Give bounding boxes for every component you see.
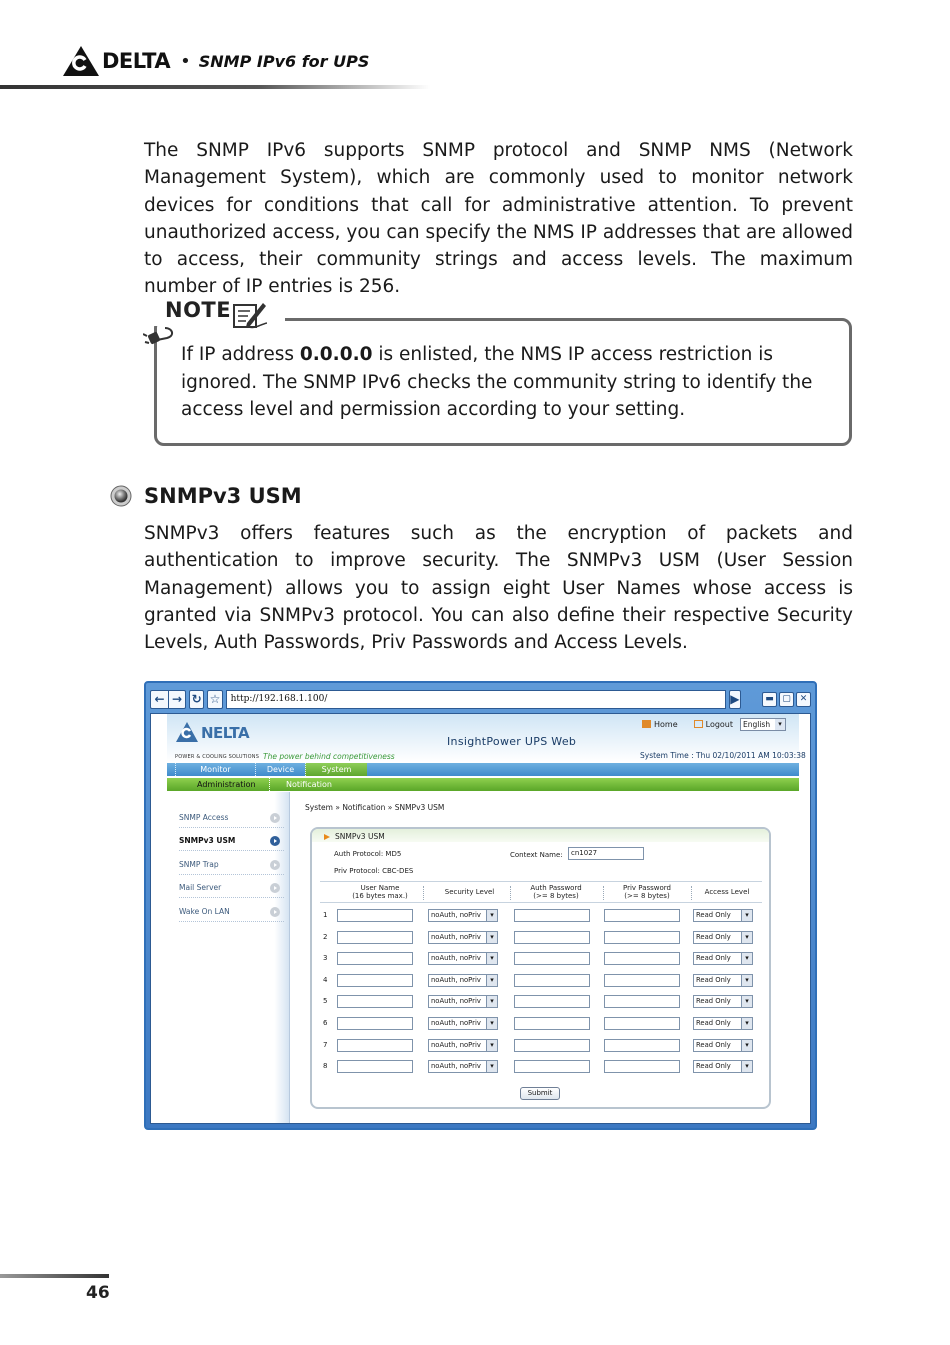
auth-password-input[interactable] — [514, 1017, 590, 1030]
system-time: System Time : Thu 02/10/2011 AM 10:03:38 — [640, 751, 806, 760]
col-priv-password: Priv Password (>= 8 bytes) — [623, 884, 671, 900]
url-bar[interactable]: http://192.168.1.100/ — [226, 690, 726, 709]
priv-password-input[interactable] — [604, 995, 680, 1008]
home-icon — [642, 720, 651, 728]
note-label: NOTE — [165, 298, 232, 322]
submenu-notification[interactable]: Notification — [286, 780, 332, 789]
intro-paragraph: The SNMP IPv6 supports SNMP protocol and SNMP NMS (Network Management System), which are commonly used to monitor network devices for conditions that call for administrative attention. To prevent unauthorized access, you can specify the NMS IP addresses that are allowed to access, their community strings and access levels. The maximum number of IP entries is 256. — [144, 140, 853, 298]
user-name-input[interactable] — [337, 909, 413, 922]
page-number: 46 — [86, 1283, 110, 1303]
col-auth-password: Auth Password (>= 8 bytes) — [530, 884, 582, 900]
star-icon[interactable]: ☆ — [207, 690, 222, 709]
auth-password-input[interactable] — [514, 952, 590, 965]
access-level-select[interactable]: Read Only ▾ — [693, 931, 753, 944]
nav-buttons — [150, 690, 186, 709]
chevron-right-icon — [270, 836, 280, 846]
menu-device[interactable]: Device — [255, 763, 305, 776]
chevron-right-icon — [270, 860, 280, 870]
row-number: 2 — [323, 932, 328, 941]
table-row — [320, 1039, 762, 1053]
footer-rule — [0, 1274, 109, 1278]
priv-password-input[interactable] — [604, 974, 680, 987]
security-level-select[interactable]: noAuth, noPriv ▾ — [428, 974, 498, 987]
plug-icon — [143, 322, 177, 352]
row-number: 6 — [323, 1019, 328, 1027]
row-number: 7 — [323, 1040, 328, 1049]
table-row — [320, 1017, 762, 1031]
header-separator: • — [180, 50, 191, 72]
priv-password-input[interactable] — [604, 909, 680, 922]
close-icon[interactable]: ✕ — [796, 692, 811, 707]
app-title: InsightPower UPS Web — [447, 735, 577, 748]
security-level-select[interactable]: noAuth, noPriv ▾ — [428, 995, 498, 1008]
priv-password-input[interactable] — [604, 952, 680, 965]
chevron-right-icon — [270, 813, 280, 823]
row-number: 1 — [323, 911, 328, 919]
minimize-icon[interactable]: ▬ — [762, 692, 777, 707]
priv-password-input[interactable] — [604, 931, 680, 944]
menu-system[interactable]: System — [305, 763, 367, 776]
delta-triangle-icon — [175, 721, 199, 743]
security-level-select[interactable]: noAuth, noPriv ▾ — [428, 931, 498, 944]
section-title: SNMPv3 USM — [144, 484, 302, 508]
row-number: 8 — [323, 1062, 328, 1071]
security-level-select[interactable]: noAuth, noPriv ▾ — [428, 909, 498, 922]
brand-name: DELTA — [102, 49, 171, 73]
table-row — [320, 909, 762, 923]
auth-password-input[interactable] — [514, 1039, 590, 1052]
user-name-input[interactable] — [337, 952, 413, 965]
user-name-input[interactable] — [337, 1017, 413, 1030]
page-header — [62, 44, 369, 78]
auth-protocol: Auth Protocol: MD5 — [334, 850, 402, 858]
security-level-select[interactable]: noAuth, noPriv ▾ — [428, 1039, 498, 1052]
main-menu — [167, 763, 799, 776]
section-bullet-icon — [110, 485, 132, 511]
logout-icon — [694, 720, 703, 728]
col-access-level: Access Level — [704, 888, 750, 896]
note-text: If IP address 0.0.0.0 is enlisted, the NMS IP access restriction is ignored. The SNMP IPv6 checks the community string to identify the access level and permission according to your setting. — [181, 344, 813, 420]
priv-protocol: Priv Protocol: CBC-DES — [334, 867, 414, 875]
header-rule — [0, 85, 430, 89]
app-logo-text: NELTA — [201, 724, 250, 742]
logout-link[interactable]: Logout — [694, 720, 733, 729]
access-level-select[interactable]: Read Only ▾ — [693, 995, 753, 1008]
table-row — [320, 995, 762, 1009]
app-tagline: The power behind competitiveness — [263, 752, 395, 761]
panel-title: SNMPv3 USM — [324, 832, 385, 841]
priv-password-input[interactable] — [604, 1060, 680, 1073]
notepad-pencil-icon — [233, 299, 267, 333]
priv-password-input[interactable] — [604, 1039, 680, 1052]
auth-password-input[interactable] — [514, 931, 590, 944]
security-level-select[interactable]: noAuth, noPriv ▾ — [428, 952, 498, 965]
access-level-select[interactable]: Read Only ▾ — [693, 909, 753, 922]
sidebar-item-wake-on-lan[interactable]: Wake On LAN — [179, 902, 284, 922]
security-level-select[interactable]: noAuth, noPriv ▾ — [428, 1060, 498, 1073]
auth-password-input[interactable] — [514, 974, 590, 987]
sub-menu — [167, 778, 799, 791]
col-user-name: User Name (16 bytes max.) — [352, 884, 408, 900]
row-number: 5 — [323, 997, 328, 1006]
browser-toolbar — [150, 687, 811, 711]
section-paragraph: SNMPv3 offers features such as the encryption of packets and authentication to improve security. The SNMPv3 USM (User Session Management) allows you to assign eight User Names whose access is granted via SNMPv3 protocol. You can also define their respective Security Levels, Auth Passwords, Priv Passwords and Access Levels. — [144, 523, 853, 654]
context-name-input[interactable]: cn1027 — [568, 847, 644, 860]
row-number: 4 — [323, 975, 328, 984]
table-row — [320, 974, 762, 988]
context-name-label: Context Name: — [510, 851, 563, 859]
user-name-input[interactable] — [337, 931, 413, 944]
table-row — [320, 952, 762, 966]
priv-password-input[interactable] — [604, 1017, 680, 1030]
header-subtitle: SNMP IPv6 for UPS — [198, 51, 370, 71]
submenu-administration[interactable]: Administration — [167, 778, 270, 791]
col-security-level: Security Level — [444, 888, 495, 896]
forward-arrow-icon[interactable]: → — [168, 691, 185, 708]
sidebar-item-snmp-access[interactable]: SNMP Access — [179, 808, 284, 828]
app-header — [167, 714, 806, 762]
access-level-select[interactable]: Read Only ▾ — [693, 1017, 753, 1030]
access-level-select[interactable]: Read Only ▾ — [693, 1060, 753, 1073]
sidebar — [167, 792, 290, 1123]
chevron-right-icon — [270, 883, 280, 893]
user-name-input[interactable] — [337, 995, 413, 1008]
go-arrow-icon[interactable]: ▶ — [729, 690, 741, 709]
snmpv3-usm-panel — [310, 827, 771, 1109]
browser-window — [144, 681, 817, 1130]
table-row — [320, 1060, 762, 1074]
menu-monitor[interactable]: Monitor — [175, 763, 255, 776]
access-level-select[interactable]: Read Only ▾ — [693, 1039, 753, 1052]
auth-password-input[interactable] — [514, 995, 590, 1008]
delta-logo-icon — [62, 45, 100, 77]
app-logo-subtext: POWER & COOLING SOLUTIONS — [175, 754, 260, 760]
sidebar-item-mail-server[interactable]: Mail Server — [179, 878, 284, 898]
chevron-right-icon — [270, 907, 280, 917]
maximize-icon[interactable]: ▢ — [779, 692, 794, 707]
app-logo — [175, 721, 395, 761]
security-level-select[interactable]: noAuth, noPriv ▾ — [428, 1017, 498, 1030]
sidebar-item-snmp-trap[interactable]: SNMP Trap — [179, 855, 284, 875]
table-row — [320, 931, 762, 945]
home-link[interactable]: Home — [642, 720, 678, 729]
auth-password-input[interactable] — [514, 909, 590, 922]
refresh-icon[interactable]: ↻ — [189, 690, 204, 709]
auth-password-input[interactable] — [514, 1060, 590, 1073]
browser-viewport — [150, 713, 811, 1124]
submit-button[interactable]: Submit — [520, 1087, 560, 1100]
access-level-select[interactable]: Read Only ▾ — [693, 952, 753, 965]
access-level-select[interactable]: Read Only ▾ — [693, 974, 753, 987]
table-header — [320, 881, 762, 903]
breadcrumb: System » Notification » SNMPv3 USM — [305, 803, 445, 812]
back-arrow-icon[interactable]: ← — [154, 692, 165, 706]
row-number: 3 — [323, 954, 328, 963]
user-name-input[interactable] — [337, 974, 413, 987]
sidebar-item-snmpv3-usm[interactable]: SNMPv3 USM — [179, 831, 284, 851]
user-name-input[interactable] — [337, 1060, 413, 1073]
user-name-input[interactable] — [337, 1039, 413, 1052]
language-select[interactable]: English ▾ — [740, 718, 786, 731]
